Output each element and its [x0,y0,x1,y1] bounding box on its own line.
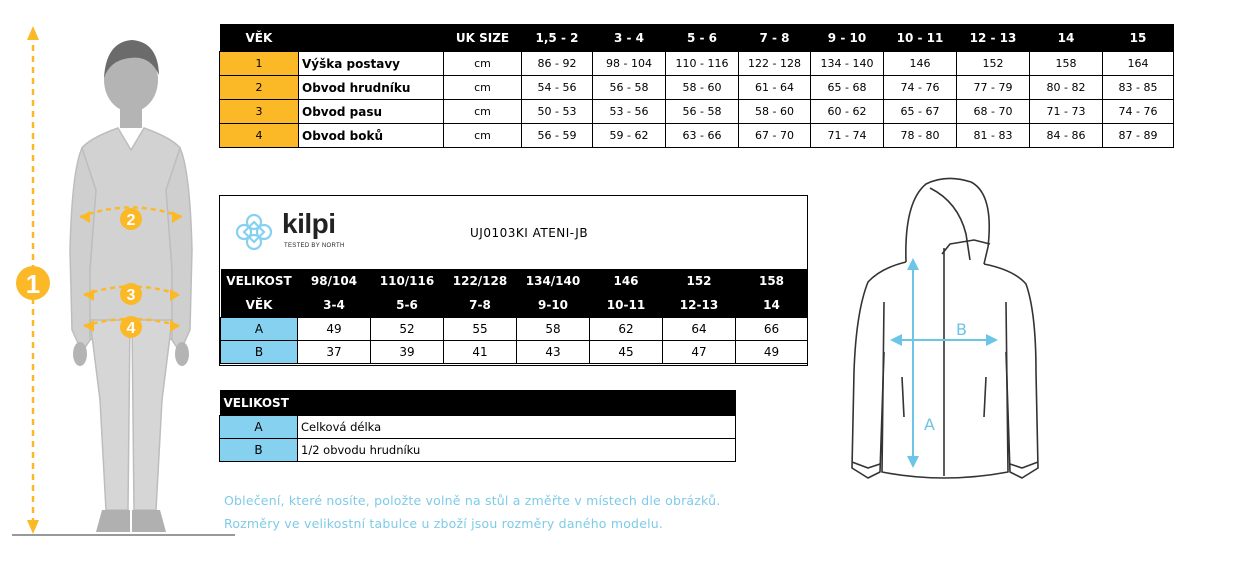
table-row [220,52,1174,76]
age-col: 14 [736,293,808,318]
size-col: 146 [590,269,663,293]
measure-b-label: B [956,320,967,339]
size-col: 110/116 [371,269,444,293]
row-unit: cm [444,52,522,76]
table-cell: 84 - 86 [1030,124,1103,148]
table-cell: 50 - 53 [522,100,593,124]
table-cell: 83 - 85 [1103,76,1174,100]
row-number: 4 [220,124,299,148]
table-cell: 86 - 92 [522,52,593,76]
measure-a-label: A [924,415,935,434]
brand-tagline: TESTED BY NORTH [284,243,345,249]
table-cell: 66 [736,318,808,341]
table-cell: 53 - 56 [593,100,666,124]
product-size-table [220,269,808,364]
table-cell: 56 - 58 [666,100,739,124]
age-label: VĚK [221,293,298,318]
kilpi-logo [232,210,362,258]
table-row [221,318,808,341]
table-cell: 55 [444,318,517,341]
table-cell: 49 [736,341,808,364]
table-row [220,416,736,439]
table-cell: 78 - 80 [884,124,957,148]
table-cell: 59 - 62 [593,124,666,148]
table-cell: 41 [444,341,517,364]
marker-4-label: 4 [126,320,136,337]
table-cell: 74 - 76 [1103,100,1174,124]
size-table-header [220,24,1174,52]
size-label: VELIKOST [221,269,298,293]
size-col: 10 - 11 [884,24,957,52]
legend-desc: 1/2 obvodu hrudníku [298,439,736,462]
table-cell: 63 - 66 [666,124,739,148]
table-cell: 77 - 79 [957,76,1030,100]
body-size-table [219,24,1174,148]
size-col: 1,5 - 2 [522,24,593,52]
table-cell: 43 [517,341,590,364]
table-row [220,76,1174,100]
size-col: 158 [736,269,808,293]
table-cell: 65 - 68 [811,76,884,100]
row-number: 3 [220,100,299,124]
table-cell: 81 - 83 [957,124,1030,148]
table-row [220,124,1174,148]
table-cell: 98 - 104 [593,52,666,76]
table-cell: 80 - 82 [1030,76,1103,100]
table-row [220,439,736,462]
table-cell: 61 - 64 [739,76,811,100]
legend-desc: Celková délka [298,416,736,439]
sizes-header-row [221,269,808,293]
age-header: VĚK [220,24,299,52]
table-row [220,100,1174,124]
age-col: 7-8 [444,293,517,318]
table-cell: 64 [663,318,736,341]
model-code: UJ0103KI ATENI-JB [470,226,589,240]
size-col: 7 - 8 [739,24,811,52]
table-cell: 74 - 76 [884,76,957,100]
size-col: 134/140 [517,269,590,293]
unit-header: UK SIZE [444,24,522,52]
age-col: 12-13 [663,293,736,318]
table-cell: 39 [371,341,444,364]
note-model-sizes: Rozměry ve velikostní tabulce u zboží jsou rozměry daného modelu. [224,516,664,531]
legend-header-row [220,390,736,416]
table-cell: 67 - 70 [739,124,811,148]
size-col: 15 [1103,24,1174,52]
table-cell: 122 - 128 [739,52,811,76]
table-cell: 58 - 60 [666,76,739,100]
table-cell: 62 [590,318,663,341]
row-label: Obvod hrudníku [299,76,444,100]
table-cell: 71 - 74 [811,124,884,148]
legend-label: B [220,439,298,462]
age-col: 3-4 [298,293,371,318]
table-cell: 71 - 73 [1030,100,1103,124]
table-cell: 134 - 140 [811,52,884,76]
table-cell: 45 [590,341,663,364]
table-row [221,341,808,364]
size-col: 3 - 4 [593,24,666,52]
size-col: 122/128 [444,269,517,293]
row-label: Výška postavy [299,52,444,76]
row-label: Obvod pasu [299,100,444,124]
table-cell: 164 [1103,52,1174,76]
table-cell: 58 [517,318,590,341]
size-col: 14 [1030,24,1103,52]
size-col: 9 - 10 [811,24,884,52]
size-col: 152 [663,269,736,293]
table-cell: 60 - 62 [811,100,884,124]
child-figure [10,20,240,545]
table-cell: 58 - 60 [739,100,811,124]
blank-header [299,24,444,52]
row-unit: cm [444,76,522,100]
marker-1-label: 1 [25,269,41,299]
size-col: 12 - 13 [957,24,1030,52]
row-label: Obvod boků [299,124,444,148]
age-col: 10-11 [590,293,663,318]
note-measure: Oblečení, které nosíte, položte volně na stůl a změřte v místech dle obrázků. [224,493,721,508]
table-cell: 54 - 56 [522,76,593,100]
size-col: 98/104 [298,269,371,293]
marker-3-label: 3 [126,287,136,304]
age-col: 5-6 [371,293,444,318]
table-cell: 158 [1030,52,1103,76]
table-cell: 152 [957,52,1030,76]
measurement-legend-table [219,390,736,462]
row-label: B [221,341,298,364]
table-cell: 47 [663,341,736,364]
legend-label: A [220,416,298,439]
table-cell: 52 [371,318,444,341]
table-cell: 56 - 59 [522,124,593,148]
row-label: A [221,318,298,341]
table-cell: 68 - 70 [957,100,1030,124]
ages-header-row [221,293,808,318]
size-col: 5 - 6 [666,24,739,52]
row-number: 1 [220,52,299,76]
table-cell: 49 [298,318,371,341]
table-cell: 56 - 58 [593,76,666,100]
age-col: 9-10 [517,293,590,318]
brand-name: kilpi [282,208,336,239]
row-unit: cm [444,124,522,148]
product-size-box [219,195,808,366]
legend-header: VELIKOST [220,390,736,416]
table-cell: 146 [884,52,957,76]
row-number: 2 [220,76,299,100]
table-cell: 37 [298,341,371,364]
table-cell: 87 - 89 [1103,124,1174,148]
table-cell: 65 - 67 [884,100,957,124]
table-cell: 110 - 116 [666,52,739,76]
row-unit: cm [444,100,522,124]
jacket-diagram [846,172,1042,498]
marker-2-label: 2 [126,212,136,229]
